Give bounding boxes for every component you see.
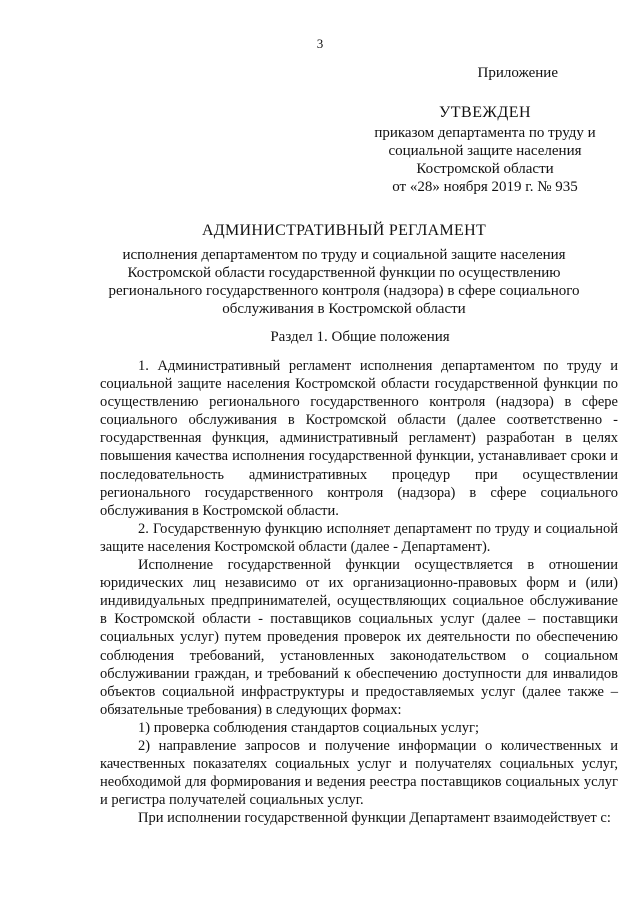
- approval-line: от «28» ноября 2019 г. № 935: [392, 179, 578, 195]
- approval-title: УТВЕЖДЕН: [438, 104, 532, 121]
- approval-block: [360, 64, 610, 196]
- paragraph: 1. Административный регламент исполнения департаментом по труду и социальной защите населения Костромской области государственной функции по осуществлению регионального государственного контроля (надзора) в сфере социального обслуживания в Костромской области (далее соответственно - государственная функция, административный регламент) разработан в целях повышения качества исполнения государственной функции, устанавливает сроки и последовательность административных процедур при осуществлении регионального государственного контроля (надзора) в сфере социального обслуживания в Костромской области.: [100, 358, 618, 519]
- document-title: АДМИНИСТРАТИВНЫЙ РЕГЛАМЕНТ: [201, 222, 487, 239]
- list-item: 2) направление запросов и получение информации о количественных и качественных показателях социальных услуг и получателях социальных услуг, необходимой для формирования и ведения реестра поставщиков социальных услуг и регистра получателей социальных услуг.: [100, 737, 618, 809]
- section-heading: Раздел 1. Общие положения: [270, 329, 450, 345]
- approval-line: Костромской области: [416, 161, 554, 177]
- paragraph: 2. Государственную функцию исполняет департамент по труду и социальной защите населения Костромской области (далее - Департамент).: [100, 520, 618, 555]
- appendix-label: Приложение: [477, 65, 558, 81]
- document-subtitle: исполнения департаментом по труду и социальной защите населения Костромской области государственной функции по осуществлению регионального государственного контроля (надзора) в сфере социального обслуживания в Костромской области: [108, 247, 580, 317]
- list-item: 1) проверка соблюдения стандартов социальных услуг;: [138, 719, 479, 736]
- page-number: 3: [316, 36, 324, 51]
- paragraph: Исполнение государственной функции осуществляется в отношении юридических лиц независимо от их организационно-правовых форм и (или) индивидуальных предпринимателей, осуществляющих социальное обслуживание в Костромской области - поставщиков социальных услуг (далее – поставщики социальных услуг) путем проведения проверок их деятельности по обеспечению соблюдения требований, установленных законодательством о социальном обслуживании граждан, и требований к обеспечению доступности для инвалидов объектов социальной инфраструктуры и предоставляемых услуг (далее также – обязательные требования) в следующих формах:: [100, 557, 618, 718]
- approval-line: приказом департамента по труду и: [374, 125, 596, 141]
- body-text: [100, 357, 618, 827]
- title-block: [88, 222, 600, 318]
- approval-line: социальной защите населения: [388, 143, 582, 159]
- paragraph: При исполнении государственной функции Департамент взаимодействует с:: [138, 810, 611, 827]
